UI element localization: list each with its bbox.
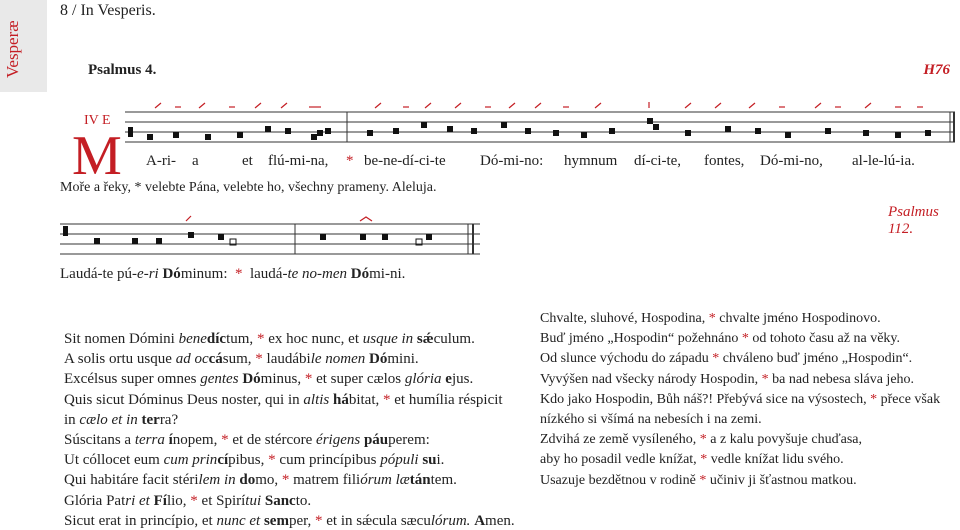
verse-part: tui [245,492,265,509]
verse-part: jus. [451,371,474,388]
verse-part: sem [263,512,289,529]
verse-part: cí [217,452,229,469]
verse-part: lio, [166,492,191,509]
latin-verse [64,432,430,449]
verse-part: Ut cóllocet eum [64,452,164,469]
verse-part: učiniv ji šťastnou matkou. [706,472,857,488]
verse-part: Od slunce východu do západu [540,351,713,367]
verse-part: páu [363,432,389,448]
verse-part: culum. [433,331,475,347]
verse-part: Usazuje bezdětnou v rodině [540,472,700,488]
verse-part: bene [178,331,207,347]
psalm-code: H76 [923,62,950,78]
verse-part: pópuli [380,452,423,469]
syllable: et [242,153,253,169]
verse-part: et super cælos [312,371,405,388]
sidebar-tab [0,0,47,92]
tone-part: Dó [162,266,181,282]
verse-part: Buď jméno „Hospodin“ požehnáno [540,331,742,347]
verse-part: ex hoc nunc, et [264,331,363,347]
latin-verse [64,392,503,409]
verse-part: vedle knížat lidu svého. [707,452,844,468]
verse-part: Kdo jako Hospodin, Bůh náš?! Přebývá sice na výsostech, [540,391,871,407]
syllable: al-le-lú-ia. [852,153,915,169]
syllable: Dó-mi-no: [480,153,544,169]
verse-part: sum, [222,351,256,368]
antiphon-translation: Moře a řeky, * velebte Pána, velebte ho, všechny prameny. Aleluja. [60,180,437,195]
verse-star: * [315,512,323,529]
czech-verse [540,311,881,327]
tone-star: * [234,266,243,282]
verse-star: * [190,492,198,509]
syllable: hymnum [564,153,618,169]
verse-part: pibus, [228,452,269,469]
verse-part: aby ho posadil vedle knížat, [540,452,701,468]
verse-part: érigens [316,432,364,448]
verse-part: sǽ [416,331,434,347]
verse-star: * [256,331,265,347]
verse-part: Vyvýšen nad všecky národy Hospodin, [540,371,762,387]
verse-part: díc [206,331,227,347]
verse-star: * [700,452,708,468]
verse-part: Fí [153,492,167,509]
verse-part: glória [404,371,446,388]
verse-part: minus, [260,371,305,388]
verse-part: bitat, [348,391,384,408]
verse-part: nopem, [172,432,222,448]
verse-part: A solis ortu usque [64,351,176,368]
sidebar-label: Vesperæ [3,20,22,78]
verse-part: Excélsus super omnes [64,371,201,388]
tone-part: e-ri [137,266,159,282]
page-header: 8 / In Vesperis. [60,2,156,19]
verse-star: * [708,311,716,326]
verse-part: Sit nomen Dómini [64,331,179,347]
syllable: dí-ci-te, [634,153,682,169]
verse-part: ad oc [175,351,209,368]
verse-star: * [761,371,769,387]
verse-part: lem in [198,472,240,489]
latin-verse [64,493,311,510]
verse-part: přece však [877,391,941,407]
verse-part: cælo et in [79,411,142,428]
verse-part: Chvalte, sluhové, Hospodina, [540,311,709,326]
verse-part: in [64,411,80,428]
verse-part: Dó [369,351,388,368]
antiphon-lyrics [146,153,946,173]
verse-part: ra? [159,411,179,428]
verse-star: * [699,472,707,488]
verse-part: há [333,391,349,408]
verse-star: * [741,331,749,347]
next-psalm-title: Psalmus 112. [888,204,939,237]
verse-star: * [268,452,276,469]
czech-verse [540,351,912,367]
verse-part: et humília réspicit [390,391,503,408]
verse-part: le nomen [310,351,370,368]
latin-verse [64,371,473,388]
syllable: flú-mi-na, [268,153,329,169]
verse-part: a z kalu povyšuje chuďasa, [706,432,863,448]
tone-part: minum: [180,266,228,282]
tone-staff [60,212,480,262]
verse-part: Súscitans a [64,432,135,448]
syllable: * [346,153,354,169]
verse-star: * [255,351,263,368]
verse-part: tem. [430,472,457,489]
verse-part: Zdvihá ze země vysíleného, [540,432,700,448]
tone-text [60,266,405,283]
verse-part: chvalte jméno Hospodinovo. [715,311,881,326]
verse-part: A [474,512,486,529]
czech-verse [540,392,940,408]
syllable: A-ri- [146,153,176,169]
verse-part: et Spirí [197,492,246,509]
verse-part: nízkého si všímá na nebesích i na zemi. [540,412,762,427]
verse-part: tán [409,472,431,489]
latin-verse [64,513,515,530]
verse-part: gentes [200,371,243,388]
verse-part: Glória Pat [64,492,126,509]
verse-part: ri et [125,492,154,509]
tone-part: no-men [302,266,348,282]
tone-part: Laudá-te pú- [60,266,138,282]
verse-star: * [281,472,290,489]
verse-part: cum princípibus [275,452,381,469]
verse-part: Dó [242,371,261,388]
verse-part: men. [485,512,515,529]
verse-part: chváleno buď jméno „Hospodin“. [719,351,913,367]
latin-verse [64,452,444,469]
czech-verse [540,452,844,468]
verse-part: od tohoto času až na věky. [748,331,901,347]
verse-part: nunc et [216,512,264,529]
verse-part: Sanc [264,492,296,509]
tone-part: Dó [350,266,370,282]
czech-verse [540,331,900,347]
verse-part: e [445,371,452,388]
verse-part: do [239,472,256,489]
verse-part: órum læ [360,472,410,489]
chant-mode: IV E [84,113,111,128]
verse-part: mo, [255,472,282,489]
verse-part: laudábi [262,351,311,368]
syllable: Dó-mi-no, [760,153,823,169]
czech-verse [540,473,857,489]
tone-part: mi-ni. [369,266,406,282]
latin-verse [64,351,419,368]
verse-star: * [712,351,720,367]
verse-star: * [383,391,391,408]
verse-part: Qui habitáre facit stéri [64,472,199,489]
verse-part: altis [303,391,333,408]
verse-part: terra [134,432,169,448]
syllable: a [192,153,199,169]
verse-part: í [168,432,173,448]
psalm-title: Psalmus 4. [88,62,157,78]
verse-part: cá [208,351,223,368]
verse-part: ba nad nebesa sláva jeho. [768,371,915,387]
syllable: be-ne-dí-ci-te [364,153,446,169]
verse-part: Sicut erat in princípio, et [64,512,217,529]
verse-part: usque in [362,331,417,347]
verse-part: su [422,452,437,469]
czech-verse [540,432,862,448]
verse-part: et de stércore [228,432,317,448]
tone-part: te [287,266,299,282]
verse-star: * [870,391,878,407]
latin-verse [64,412,178,429]
antiphon-staff [125,100,955,150]
latin-verse [64,331,475,348]
verse-part: ter [141,411,160,428]
verse-part: lórum. [430,512,475,529]
verse-part: et in sǽcula sæcu [322,512,431,529]
verse-part: to. [295,492,312,509]
verse-star: * [699,432,707,448]
czech-verse [540,412,762,428]
verse-part: perem: [388,432,430,448]
tone-part: laudá- [249,266,288,282]
verse-part: i. [436,452,445,469]
initial-letter: M [72,125,122,187]
latin-verse [64,472,457,489]
verse-star: * [304,371,313,388]
syllable: fontes, [704,153,745,169]
verse-part: Quis sicut Dóminus Deus noster, qui in [64,391,304,408]
verse-part: mini. [387,351,419,368]
verse-part: cum prin [163,452,218,469]
czech-verse [540,372,914,388]
verse-star: * [221,432,229,448]
verse-part: matrem fili [289,472,361,489]
verse-part: tum, [226,331,257,347]
verse-part: per, [288,512,316,529]
